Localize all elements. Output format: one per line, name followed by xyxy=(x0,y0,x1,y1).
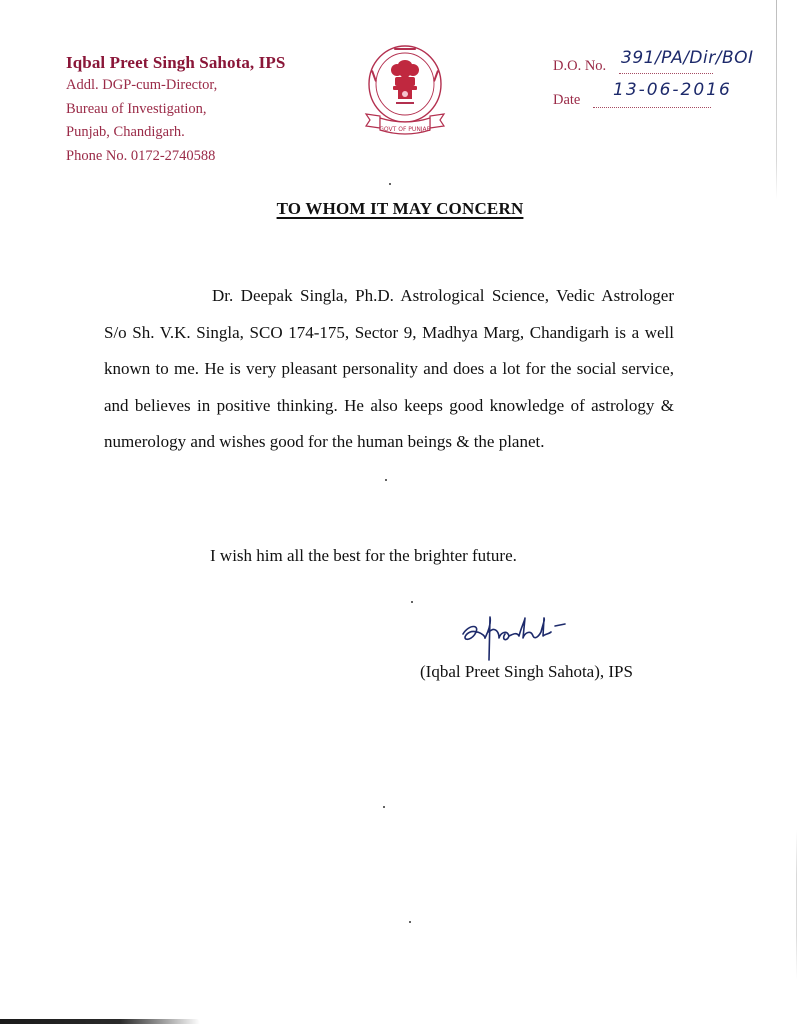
letterhead xyxy=(66,52,285,168)
scan-edge-shadow xyxy=(0,1019,200,1024)
letter-title xyxy=(0,199,806,219)
letter-closing: I wish him all the best for the brighter future. xyxy=(210,546,517,565)
scan-speck xyxy=(389,183,391,185)
date-underline xyxy=(593,107,711,108)
sender-department: Bureau of Investigation, xyxy=(66,100,207,117)
svg-text:GOVT OF PUNJAB: GOVT OF PUNJAB xyxy=(379,126,431,133)
sender-name: Iqbal Preet Singh Sahota, IPS xyxy=(66,53,286,72)
letter-title-text: TO WHOM IT MAY CONCERN xyxy=(276,199,524,218)
date-label: Date xyxy=(553,92,581,108)
scan-speck xyxy=(383,806,385,808)
sender-location: Punjab, Chandigarh. xyxy=(66,124,185,140)
state-emblem-icon xyxy=(360,40,450,140)
handwritten-signature xyxy=(455,612,605,667)
letter-paragraph: Dr. Deepak Singla, Ph.D. Astrological Science, Vedic Astrologer S/o Sh. V.K. Singla, SCO 174-175, Sector 9, Madhya Marg, Chandigarh is a well known to me. He is very pleasant personality and does a lot for the social service, and believes in positive thinking. He also keeps good knowledge of astrology & numerology and wishes good for the human beings & the planet. xyxy=(104,286,674,451)
do-number-underline xyxy=(619,73,713,74)
letter-body xyxy=(104,278,674,461)
scan-speck xyxy=(385,479,387,481)
scan-edge-line xyxy=(776,0,777,200)
date-value: 13-06-2016 xyxy=(613,80,732,100)
sender-phone: Phone No. 0172-2740588 xyxy=(66,147,216,164)
scan-speck xyxy=(411,601,413,603)
sender-designation: Addl. DGP-cum-Director, xyxy=(66,77,218,93)
scan-speck xyxy=(409,921,411,923)
do-number-label: D.O. No. xyxy=(553,58,607,74)
do-number-value: 391/PA/Dir/BOI xyxy=(621,48,754,68)
signatory-name: (Iqbal Preet Singh Sahota), IPS xyxy=(420,662,633,681)
scan-edge-line xyxy=(796,830,797,980)
